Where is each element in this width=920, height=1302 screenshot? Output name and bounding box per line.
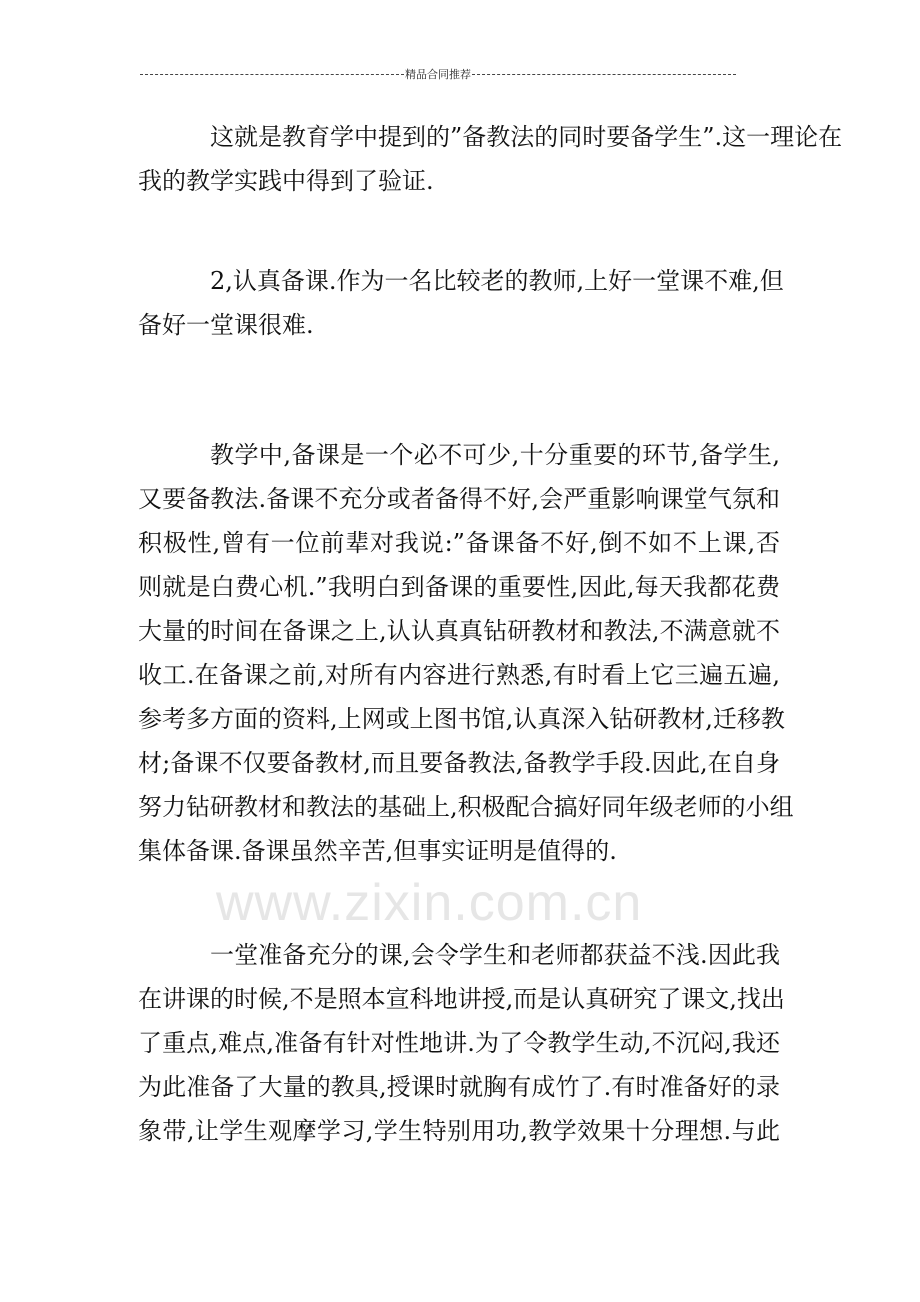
paragraph-line: 一堂准备充分的课,会令学生和老师都获益不浅.因此我 [210, 941, 780, 969]
paragraph-line: 象带,让学生观摩学习,学生特别用功,教学效果十分理想.与此 [138, 1117, 780, 1145]
paragraph-line: 2,认真备课.作为一名比较老的教师,上好一堂课不难,但 [210, 267, 784, 295]
header-divider-right [472, 74, 736, 75]
paragraph-line: 教学中,备课是一个必不可少,十分重要的环节,备学生, [210, 441, 780, 469]
paragraph-line: 备好一堂课很难. [138, 311, 314, 339]
paragraph-line: 参考多方面的资料,上网或上图书馆,认真深入钻研教材,迁移教 [138, 705, 785, 733]
paragraph-line: 在讲课的时候,不是照本宣科地讲授,而是认真研究了课文,找出 [138, 985, 785, 1013]
watermark: www.zixin.com.cn [216, 874, 643, 932]
paragraph-line: 努力钻研教材和教法的基础上,积极配合搞好同年级老师的小组 [138, 793, 794, 821]
paragraph-line: 集体备课.备课虽然辛苦,但事实证明是值得的. [138, 837, 617, 865]
paragraph-line: 大量的时间在备课之上,认认真真钻研教材和教法,不满意就不 [138, 617, 780, 645]
paragraph-line: 又要备教法.备课不充分或者备得不好,会严重影响课堂气氛和 [138, 485, 780, 513]
paragraph-line: 为此准备了大量的教具,授课时就胸有成竹了.有时准备好的录 [138, 1073, 780, 1101]
page-header [140, 66, 736, 82]
header-title: 精品合同推荐 [405, 69, 471, 81]
paragraph-line: 则就是白费心机.”我明白到备课的重要性,因此,每天我都花费 [138, 573, 780, 601]
paragraph-line: 我的教学实践中得到了验证. [138, 167, 434, 195]
paragraph-line: 积极性,曾有一位前辈对我说:”备课备不好,倒不如不上课,否 [138, 529, 780, 557]
paragraph-line: 了重点,难点,准备有针对性地讲.为了令教学生动,不沉闷,我还 [138, 1029, 780, 1057]
header-divider-left [140, 74, 404, 75]
paragraph-line: 材;备课不仅要备教材,而且要备教法,备教学手段.因此,在自身 [138, 749, 780, 777]
paragraph-line: 收工.在备课之前,对所有内容进行熟悉,有时看上它三遍五遍, [138, 661, 780, 689]
paragraph-line: 这就是教育学中提到的”备教法的同时要备学生”.这一理论在 [210, 123, 843, 151]
